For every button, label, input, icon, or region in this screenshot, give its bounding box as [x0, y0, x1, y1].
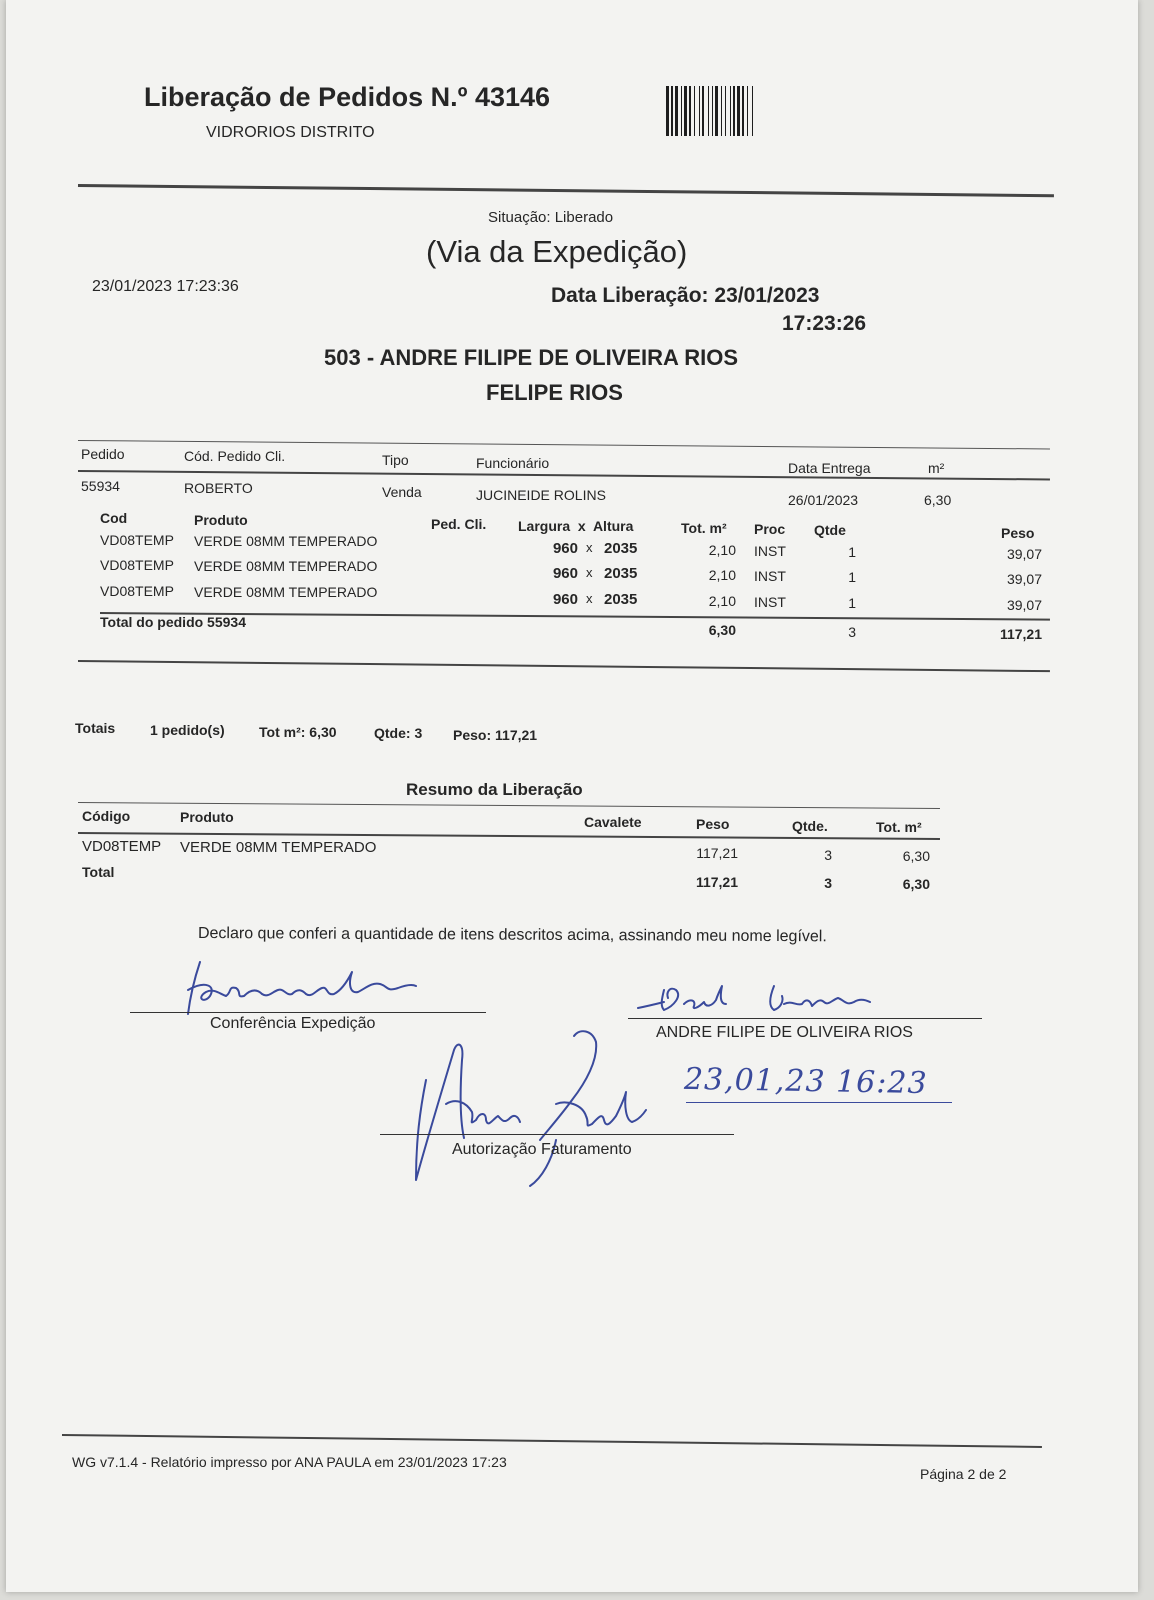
totais-peso: Peso: 117,21: [453, 727, 538, 743]
data-liberacao-time: 17:23:26: [782, 312, 867, 335]
value-data-entrega: 26/01/2023: [788, 492, 859, 508]
label-cod-pedido-cli: Cód. Pedido Cli.: [184, 448, 286, 464]
items-bottom-rule: [78, 660, 1050, 672]
item-peso: 39,07: [1006, 546, 1042, 562]
signature-cliente: [634, 978, 894, 1028]
item-qtde: 1: [848, 569, 856, 585]
footer-printed-by: WG v7.1.4 - Relatório impresso por ANA PAULA em 23/01/2023 17:23: [72, 1454, 507, 1470]
print-timestamp: 23/01/2023 17:23:36: [92, 278, 239, 295]
conferencia-line: [130, 1012, 486, 1013]
item-produto: VERDE 08MM TEMPERADO: [194, 558, 378, 574]
col-produto: Produto: [194, 512, 248, 528]
footer-page-number: Página 2 de 2: [920, 1466, 1007, 1482]
resumo-total-label: Total: [82, 864, 115, 880]
signature-autorizacao: [406, 1020, 656, 1200]
resumo-total-tot-m2: 6,30: [902, 876, 930, 892]
cliente-line: [628, 1018, 982, 1019]
item-x: x: [586, 565, 593, 580]
item-qtde: 1: [848, 595, 856, 611]
resumo-row-qtde: 3: [824, 847, 832, 863]
autorizacao-line: [380, 1134, 734, 1135]
resumo-col-qtde: Qtde.: [792, 818, 828, 834]
label-funcionario: Funcionário: [476, 455, 550, 471]
resumo-row-produto: VERDE 08MM TEMPERADO: [180, 839, 377, 856]
value-funcionario: JUCINEIDE ROLINS: [476, 487, 606, 503]
resumo-col-peso: Peso: [696, 816, 730, 832]
item-proc: INST: [754, 594, 786, 610]
client-name: 503 - ANDRE FILIPE DE OLIVEIRA RIOS: [324, 345, 738, 370]
item-x: x: [586, 591, 593, 606]
item-altura: 2035: [604, 565, 638, 582]
item-largura: 960: [552, 540, 578, 557]
label-m2: m²: [928, 460, 945, 476]
value-m2: 6,30: [924, 492, 952, 508]
document-title: Liberação de Pedidos N.º 43146: [144, 82, 551, 112]
totais-qtde: Qtde: 3: [374, 725, 423, 741]
col-proc: Proc: [754, 521, 786, 537]
resumo-total-qtde: 3: [824, 875, 832, 891]
resumo-title: Resumo da Liberação: [406, 780, 583, 799]
item-produto: VERDE 08MM TEMPERADO: [194, 584, 378, 600]
total-pedido-label: Total do pedido 55934: [100, 614, 246, 630]
item-cod: VD08TEMP: [100, 583, 174, 599]
total-pedido-peso: 117,21: [999, 626, 1042, 642]
conferencia-label: Conferência Expedição: [210, 1015, 376, 1032]
resumo-col-tot-m2: Tot. m²: [876, 819, 922, 835]
barcode-icon: [666, 86, 838, 136]
total-pedido-m2: 6,30: [708, 622, 736, 638]
total-pedido-qtde: 3: [848, 624, 856, 640]
item-proc: INST: [754, 543, 786, 559]
item-proc: INST: [754, 568, 786, 584]
cliente-signature-label: ANDRE FILIPE DE OLIVEIRA RIOS: [656, 1024, 913, 1041]
item-largura: 960: [552, 565, 578, 582]
item-cod: VD08TEMP: [100, 532, 174, 548]
order-table-header-rule: [78, 470, 1050, 480]
item-tot-m2: 2,10: [708, 567, 736, 583]
col-ped-cli: Ped. Cli.: [431, 516, 487, 532]
value-tipo: Venda: [382, 484, 422, 500]
totais-label: Totais: [75, 720, 116, 736]
situacao: Situação: Liberado: [488, 209, 614, 226]
resumo-top-rule: [78, 802, 940, 809]
data-liberacao: Data Liberação: 23/01/2023: [551, 284, 820, 307]
item-cod: VD08TEMP: [100, 557, 174, 573]
document-page: [6, 0, 1138, 1592]
footer-rule: [62, 1434, 1042, 1448]
resumo-row-peso: 117,21: [696, 845, 738, 861]
value-cod-pedido-cli: ROBERTO: [184, 480, 253, 496]
item-x: x: [586, 540, 593, 555]
totais-pedidos: 1 pedido(s): [150, 722, 225, 738]
item-largura: 960: [552, 591, 578, 608]
item-tot-m2: 2,10: [708, 542, 736, 558]
handwritten-date-underline: [686, 1102, 952, 1103]
item-altura: 2035: [604, 591, 638, 608]
resumo-col-produto: Produto: [180, 809, 234, 825]
totais-m2: Tot m²: 6,30: [259, 724, 337, 740]
item-produto: VERDE 08MM TEMPERADO: [194, 533, 378, 549]
label-tipo: Tipo: [382, 452, 409, 468]
col-tot-m2: Tot. m²: [681, 520, 727, 536]
signature-conferencia: [176, 950, 426, 1020]
resumo-row-codigo: VD08TEMP: [82, 838, 162, 855]
col-cod: Cod: [100, 510, 128, 526]
item-peso: 39,07: [1006, 571, 1042, 587]
header-divider: [78, 184, 1054, 197]
item-altura: 2035: [604, 540, 638, 557]
item-qtde: 1: [848, 544, 856, 560]
resumo-col-codigo: Código: [82, 808, 131, 824]
label-pedido: Pedido: [81, 446, 125, 462]
autorizacao-label: Autorização Faturamento: [452, 1141, 632, 1158]
handwritten-date: 23,01,23 16:23: [683, 1061, 928, 1102]
declaration-text: Declaro que conferi a quantidade de itens descritos acima, assinando meu nome legível.: [197, 925, 827, 946]
col-dimensoes: Largura x Altura: [518, 518, 634, 534]
resumo-col-cavalete: Cavalete: [584, 814, 642, 830]
resumo-row-tot-m2: 6,30: [902, 848, 930, 864]
client-nickname: FELIPE RIOS: [486, 380, 623, 405]
value-pedido: 55934: [81, 478, 120, 494]
item-peso: 39,07: [1006, 597, 1042, 613]
company-name: VIDRORIOS DISTRITO: [206, 124, 375, 141]
item-tot-m2: 2,10: [708, 593, 736, 609]
col-peso: Peso: [1001, 525, 1035, 541]
resumo-total-peso: 117,21: [695, 874, 738, 890]
col-qtde: Qtde: [814, 522, 846, 538]
via-label: (Via da Expedição): [426, 234, 688, 269]
label-data-entrega: Data Entrega: [788, 460, 871, 476]
